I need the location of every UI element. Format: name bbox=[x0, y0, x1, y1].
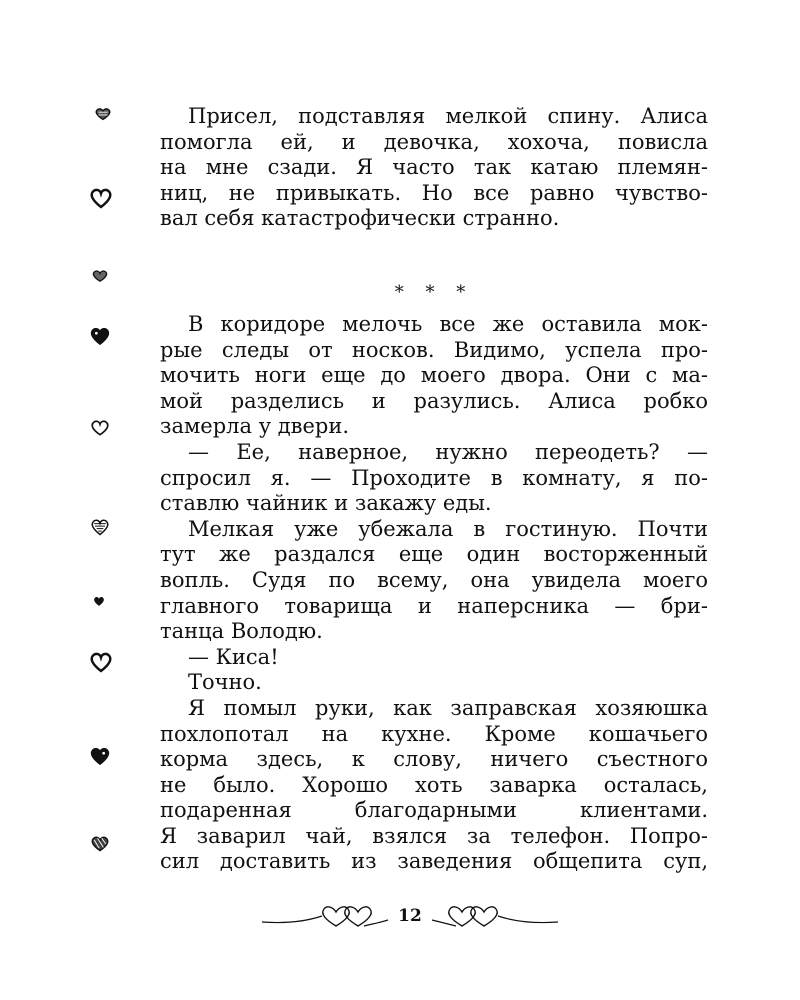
text-line: танца Володю. bbox=[160, 619, 323, 644]
tiny-heart-icon bbox=[92, 594, 106, 608]
filled-heart-icon bbox=[88, 745, 112, 767]
text-line: подаренная благодарными клиентами. bbox=[160, 798, 708, 823]
sketch-heart-icon bbox=[88, 834, 112, 854]
page-footer bbox=[260, 900, 560, 936]
text-line: на мне сзади. Я часто так катаю племян- bbox=[160, 155, 708, 180]
text-line: мой разделись и разулись. Алиса робко bbox=[160, 388, 708, 413]
text-block-1 bbox=[160, 104, 708, 232]
text-line: помогла ей, и девочка, хохоча, повисла bbox=[160, 129, 708, 154]
filled-heart-icon bbox=[88, 325, 112, 347]
text-line: сил доставить из заведения общепита суп, bbox=[160, 849, 708, 874]
text-line: тут же раздался еще один восторженный bbox=[160, 542, 708, 567]
text-line: Я помыл руки, как заправская хозяюшка bbox=[188, 695, 708, 720]
text-line: похлопотал на кухне. Кроме кошачьего bbox=[160, 721, 708, 746]
text-line: Точно. bbox=[188, 670, 262, 695]
scene-separator: * * * bbox=[394, 282, 474, 303]
text-line: корма здесь, к слову, ничего съестного bbox=[160, 747, 708, 772]
page-number: 12 bbox=[398, 906, 422, 926]
text-line: Я заварил чай, взялся за телефон. Попро- bbox=[160, 823, 708, 848]
text-line: Присел, подставляя мелкой спину. Алиса bbox=[188, 104, 708, 128]
patterned-heart-icon bbox=[88, 517, 112, 537]
text-line: вал себя катастрофически странно. bbox=[160, 206, 560, 231]
outline-heart-icon bbox=[88, 650, 114, 674]
outline-heart-icon bbox=[88, 186, 114, 210]
text-block-2 bbox=[160, 312, 708, 875]
text-line: главного товарища и наперсника — бри- bbox=[160, 593, 708, 618]
text-line: вопль. Судя по всему, она увидела моего bbox=[160, 567, 708, 592]
text-line: спросил я. — Проходите в комнату, я по- bbox=[160, 465, 708, 490]
text-line: Мелкая уже убежала в гостиную. Почти bbox=[188, 516, 708, 541]
text-line: ниц, не привыкать. Но все равно чувство- bbox=[160, 180, 708, 205]
small-heart-doodle-icon bbox=[94, 106, 112, 122]
right-heart-ornament-icon bbox=[430, 900, 560, 936]
text-line: рые следы от носков. Видимо, успела про- bbox=[160, 337, 708, 362]
text-line: — Киса! bbox=[188, 644, 279, 669]
outline-heart-icon bbox=[88, 418, 112, 438]
text-line: замерла у двери. bbox=[160, 414, 350, 439]
text-line: не было. Хорошо хоть заварка осталась, bbox=[160, 772, 708, 797]
text-line: — Ее, наверное, нужно переодеть? — bbox=[188, 439, 708, 464]
small-heart-doodle-icon bbox=[91, 269, 109, 283]
text-line: ставлю чайник и закажу еды. bbox=[160, 491, 492, 516]
text-line: В коридоре мелочь все же оставила мок- bbox=[188, 312, 708, 336]
text-line: мочить ноги еще до моего двора. Они с ма- bbox=[160, 363, 708, 388]
